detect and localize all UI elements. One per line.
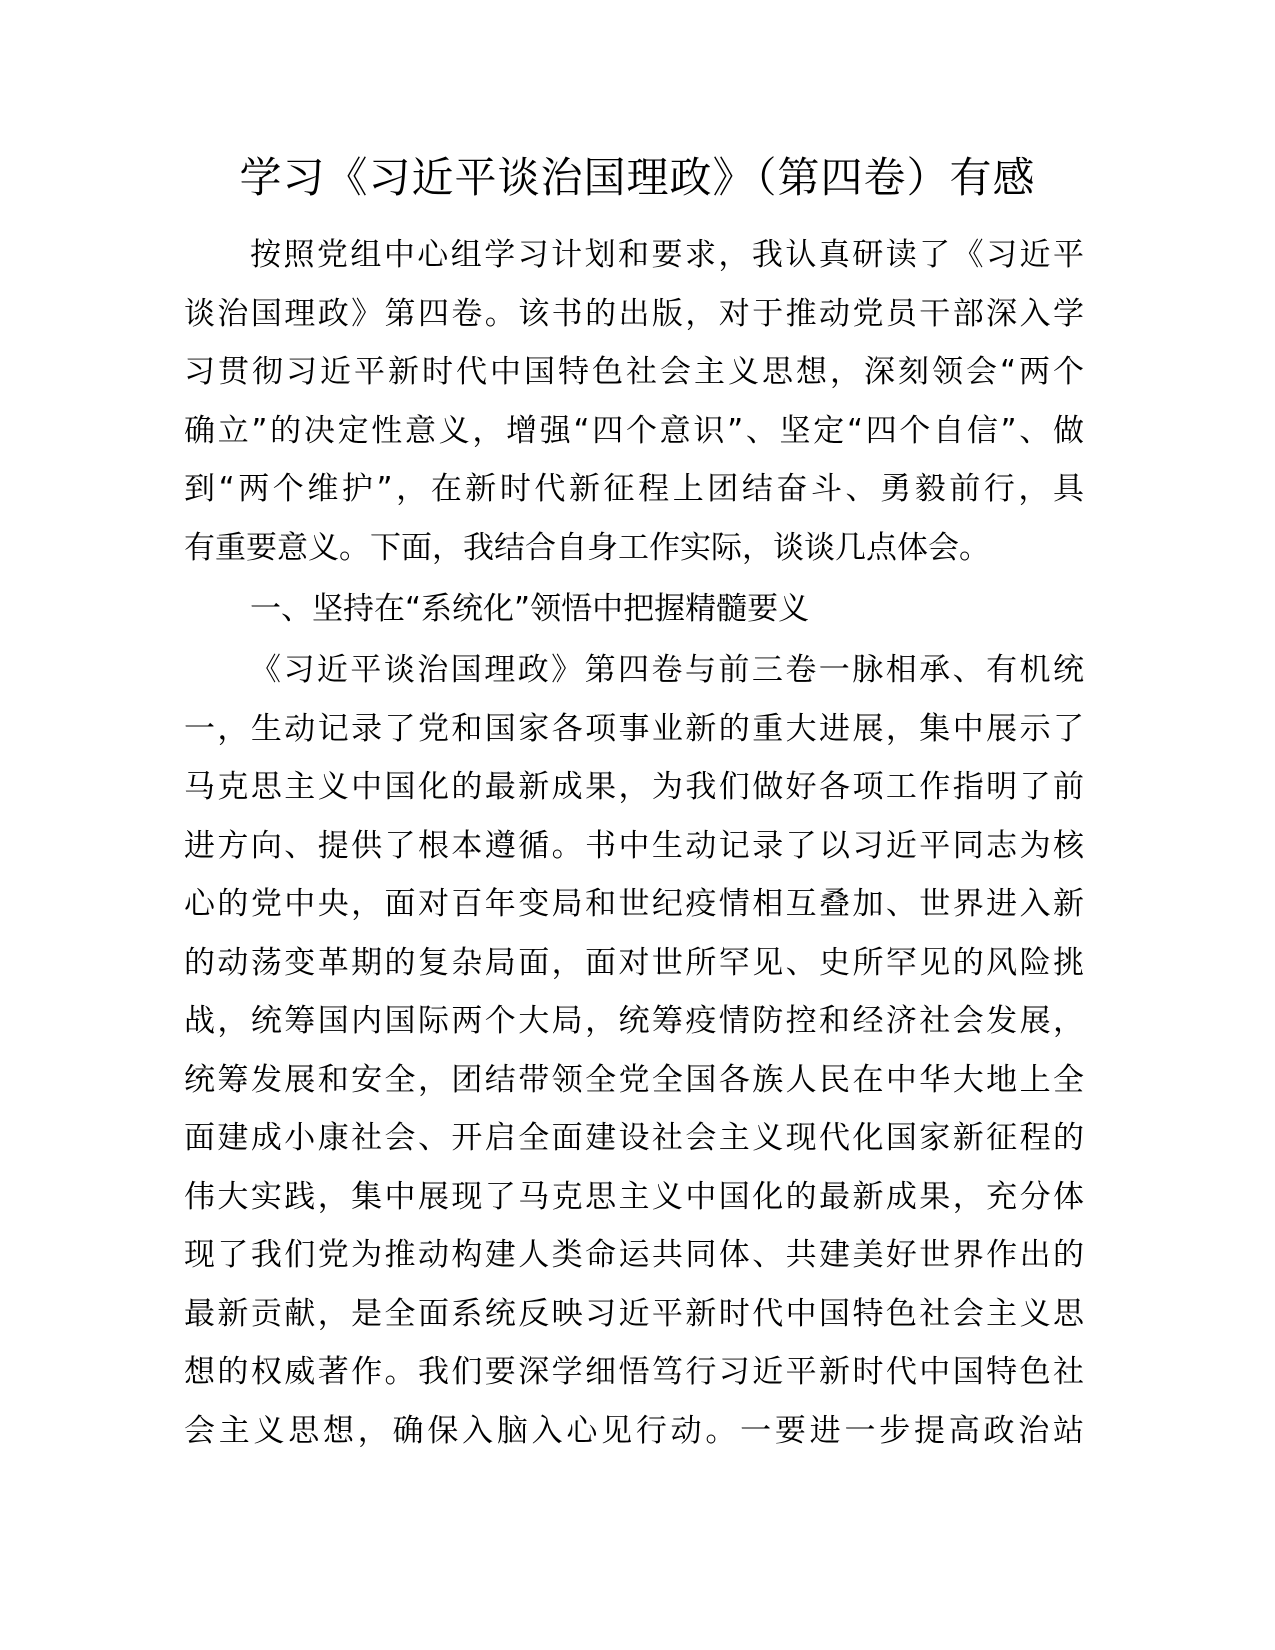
- paragraph-line: 一，生动记录了党和国家各项事业新的重大进展，集中展示了: [184, 710, 1084, 747]
- paragraph-line: 按照党组中心组学习计划和要求，我认真研读了《习近平: [250, 237, 1084, 273]
- paragraph-line: 有重要意义。下面，我结合自身工作实际，谈谈几点体会。: [184, 529, 990, 566]
- paragraph-line: 马克思主义中国化的最新成果，为我们做好各项工作指明了前: [184, 769, 1084, 805]
- paragraph-line: 统筹发展和安全，团结带领全党全国各族人民在中华大地上全: [184, 1061, 1084, 1098]
- section-heading: 一、坚持在“系统化”领悟中把握精髓要义: [250, 591, 810, 627]
- paragraph-line: 习贯彻习近平新时代中国特色社会主义思想，深刻领会“两个: [184, 354, 1084, 390]
- paragraph-line: 伟大实践，集中展现了马克思主义中国化的最新成果，充分体: [184, 1178, 1084, 1215]
- paragraph-line: 想的权威著作。我们要深学细悟笃行习近平新时代中国特色社: [184, 1354, 1084, 1390]
- paragraph-line: 到“两个维护”，在新时代新征程上团结奋斗、勇毅前行，具: [184, 471, 1084, 507]
- paragraph-line: 会主义思想，确保入脑入心见行动。一要进一步提高政治站: [184, 1412, 1084, 1449]
- paragraph-line: 的动荡变革期的复杂局面，面对世所罕见、史所罕见的风险挑: [184, 944, 1084, 981]
- paragraph-line: 心的党中央，面对百年变局和世纪疫情相互叠加、世界进入新: [184, 886, 1084, 922]
- paragraph-section-1: [184, 641, 1084, 1460]
- paragraph-line: 最新贡献，是全面系统反映习近平新时代中国特色社会主义思: [184, 1295, 1084, 1332]
- paragraph-line: 现了我们党为推动构建人类命运共同体、共建美好世界作出的: [184, 1237, 1084, 1273]
- paragraph-line: 谈治国理政》第四卷。该书的出版，对于推动党员干部深入学: [184, 295, 1084, 332]
- paragraph-line: 确立”的决定性意义，增强“四个意识”、坚定“四个自信”、做: [184, 412, 1084, 449]
- paragraph-line: 《习近平谈治国理政》第四卷与前三卷一脉相承、有机统: [250, 652, 1084, 688]
- paragraph-intro: [184, 226, 1084, 577]
- paragraph-line: 面建成小康社会、开启全面建设社会主义现代化国家新征程的: [184, 1120, 1084, 1156]
- paragraph-line: 战，统筹国内国际两个大局，统筹疫情防控和经济社会发展，: [184, 1003, 1084, 1039]
- document-title: 学习《习近平谈治国理政》（第四卷）有感: [239, 153, 1036, 202]
- document-body: [184, 226, 1084, 1460]
- paragraph-line: 进方向、提供了根本遵循。书中生动记录了以习近平同志为核: [184, 827, 1084, 864]
